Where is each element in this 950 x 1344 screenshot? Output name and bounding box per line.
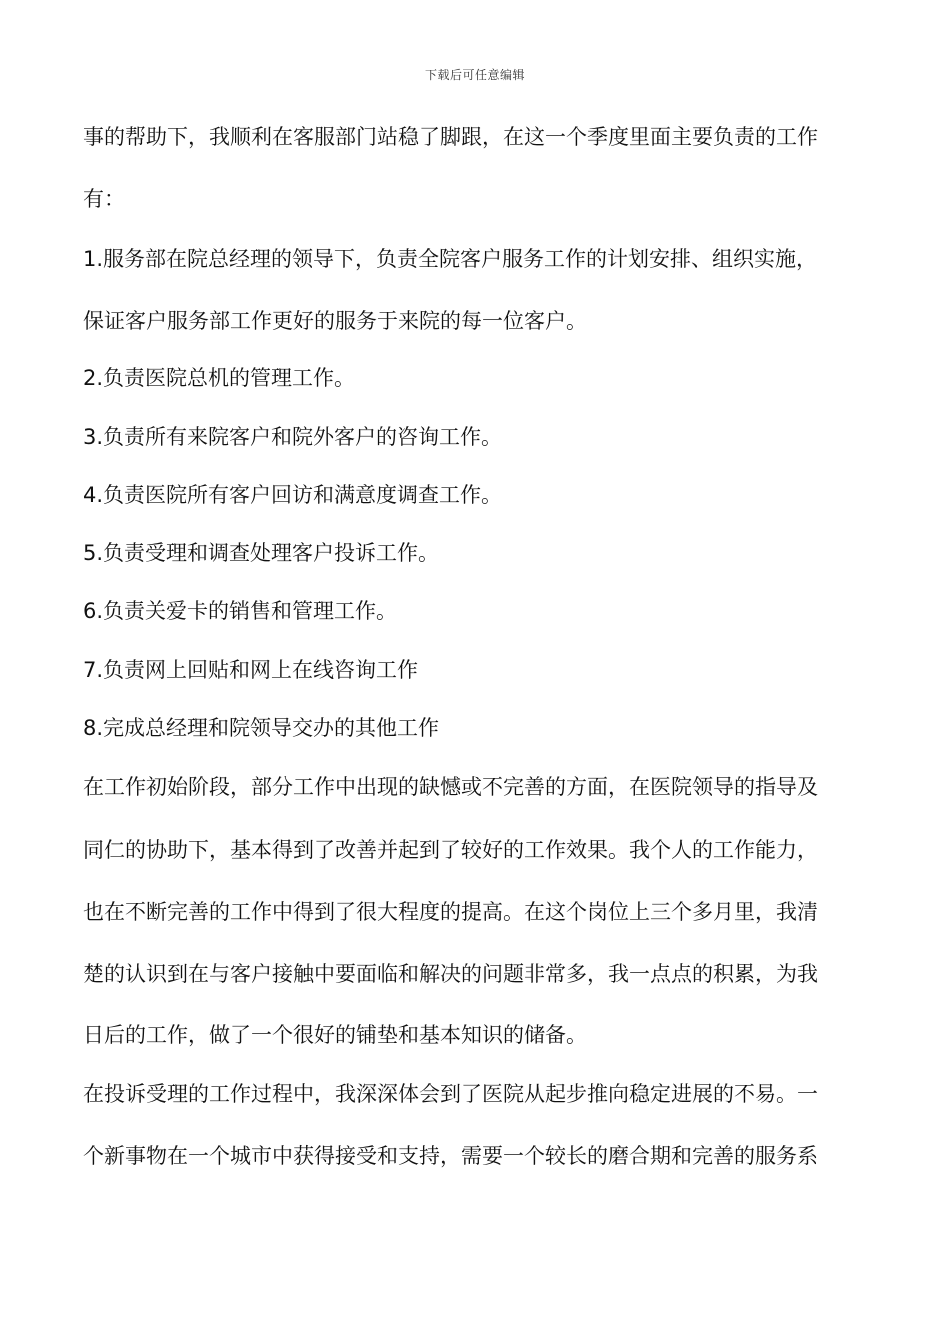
text-line: 1.服务部在院总经理的领导下，负责全院客户服务工作的计划安排、组织实施， (83, 247, 818, 271)
text-line: 4.负责医院所有客户回访和满意度调查工作。 (83, 483, 503, 507)
text-line: 5.负责受理和调查处理客户投诉工作。 (83, 541, 440, 565)
text-line: 在工作初始阶段，部分工作中出现的缺憾或不完善的方面，在医院领导的指导及 (83, 775, 818, 799)
text-line: 8.完成总经理和院领导交办的其他工作 (83, 716, 440, 740)
page-header: 下载后可任意编辑 (424, 68, 525, 82)
text-line: 有： (83, 187, 125, 211)
text-line: 个新事物在一个城市中获得接受和支持，需要一个较长的磨合期和完善的服务系 (83, 1144, 818, 1168)
text-line: 6.负责关爱卡的销售和管理工作。 (83, 599, 398, 623)
text-line: 在投诉受理的工作过程中，我深深体会到了医院从起步推向稳定进展的不易。一 (83, 1082, 818, 1106)
text-line: 事的帮助下，我顺利在客服部门站稳了脚跟，在这一个季度里面主要负责的工作 (83, 125, 818, 149)
text-line: 保证客户服务部工作更好的服务于来院的每一位客户。 (83, 309, 587, 333)
text-line: 楚的认识到在与客户接触中要面临和解决的问题非常多，我一点点的积累，为我 (83, 962, 818, 986)
text-line: 同仁的协助下，基本得到了改善并起到了较好的工作效果。我个人的工作能力， (83, 838, 818, 862)
text-line: 2.负责医院总机的管理工作。 (83, 366, 356, 390)
text-line: 日后的工作，做了一个很好的铺垫和基本知识的储备。 (83, 1023, 587, 1047)
text-line: 也在不断完善的工作中得到了很大程度的提高。在这个岗位上三个多月里，我清 (83, 900, 818, 924)
text-line: 3.负责所有来院客户和院外客户的咨询工作。 (83, 425, 503, 449)
text-line: 7.负责网上回贴和网上在线咨询工作 (83, 658, 419, 682)
